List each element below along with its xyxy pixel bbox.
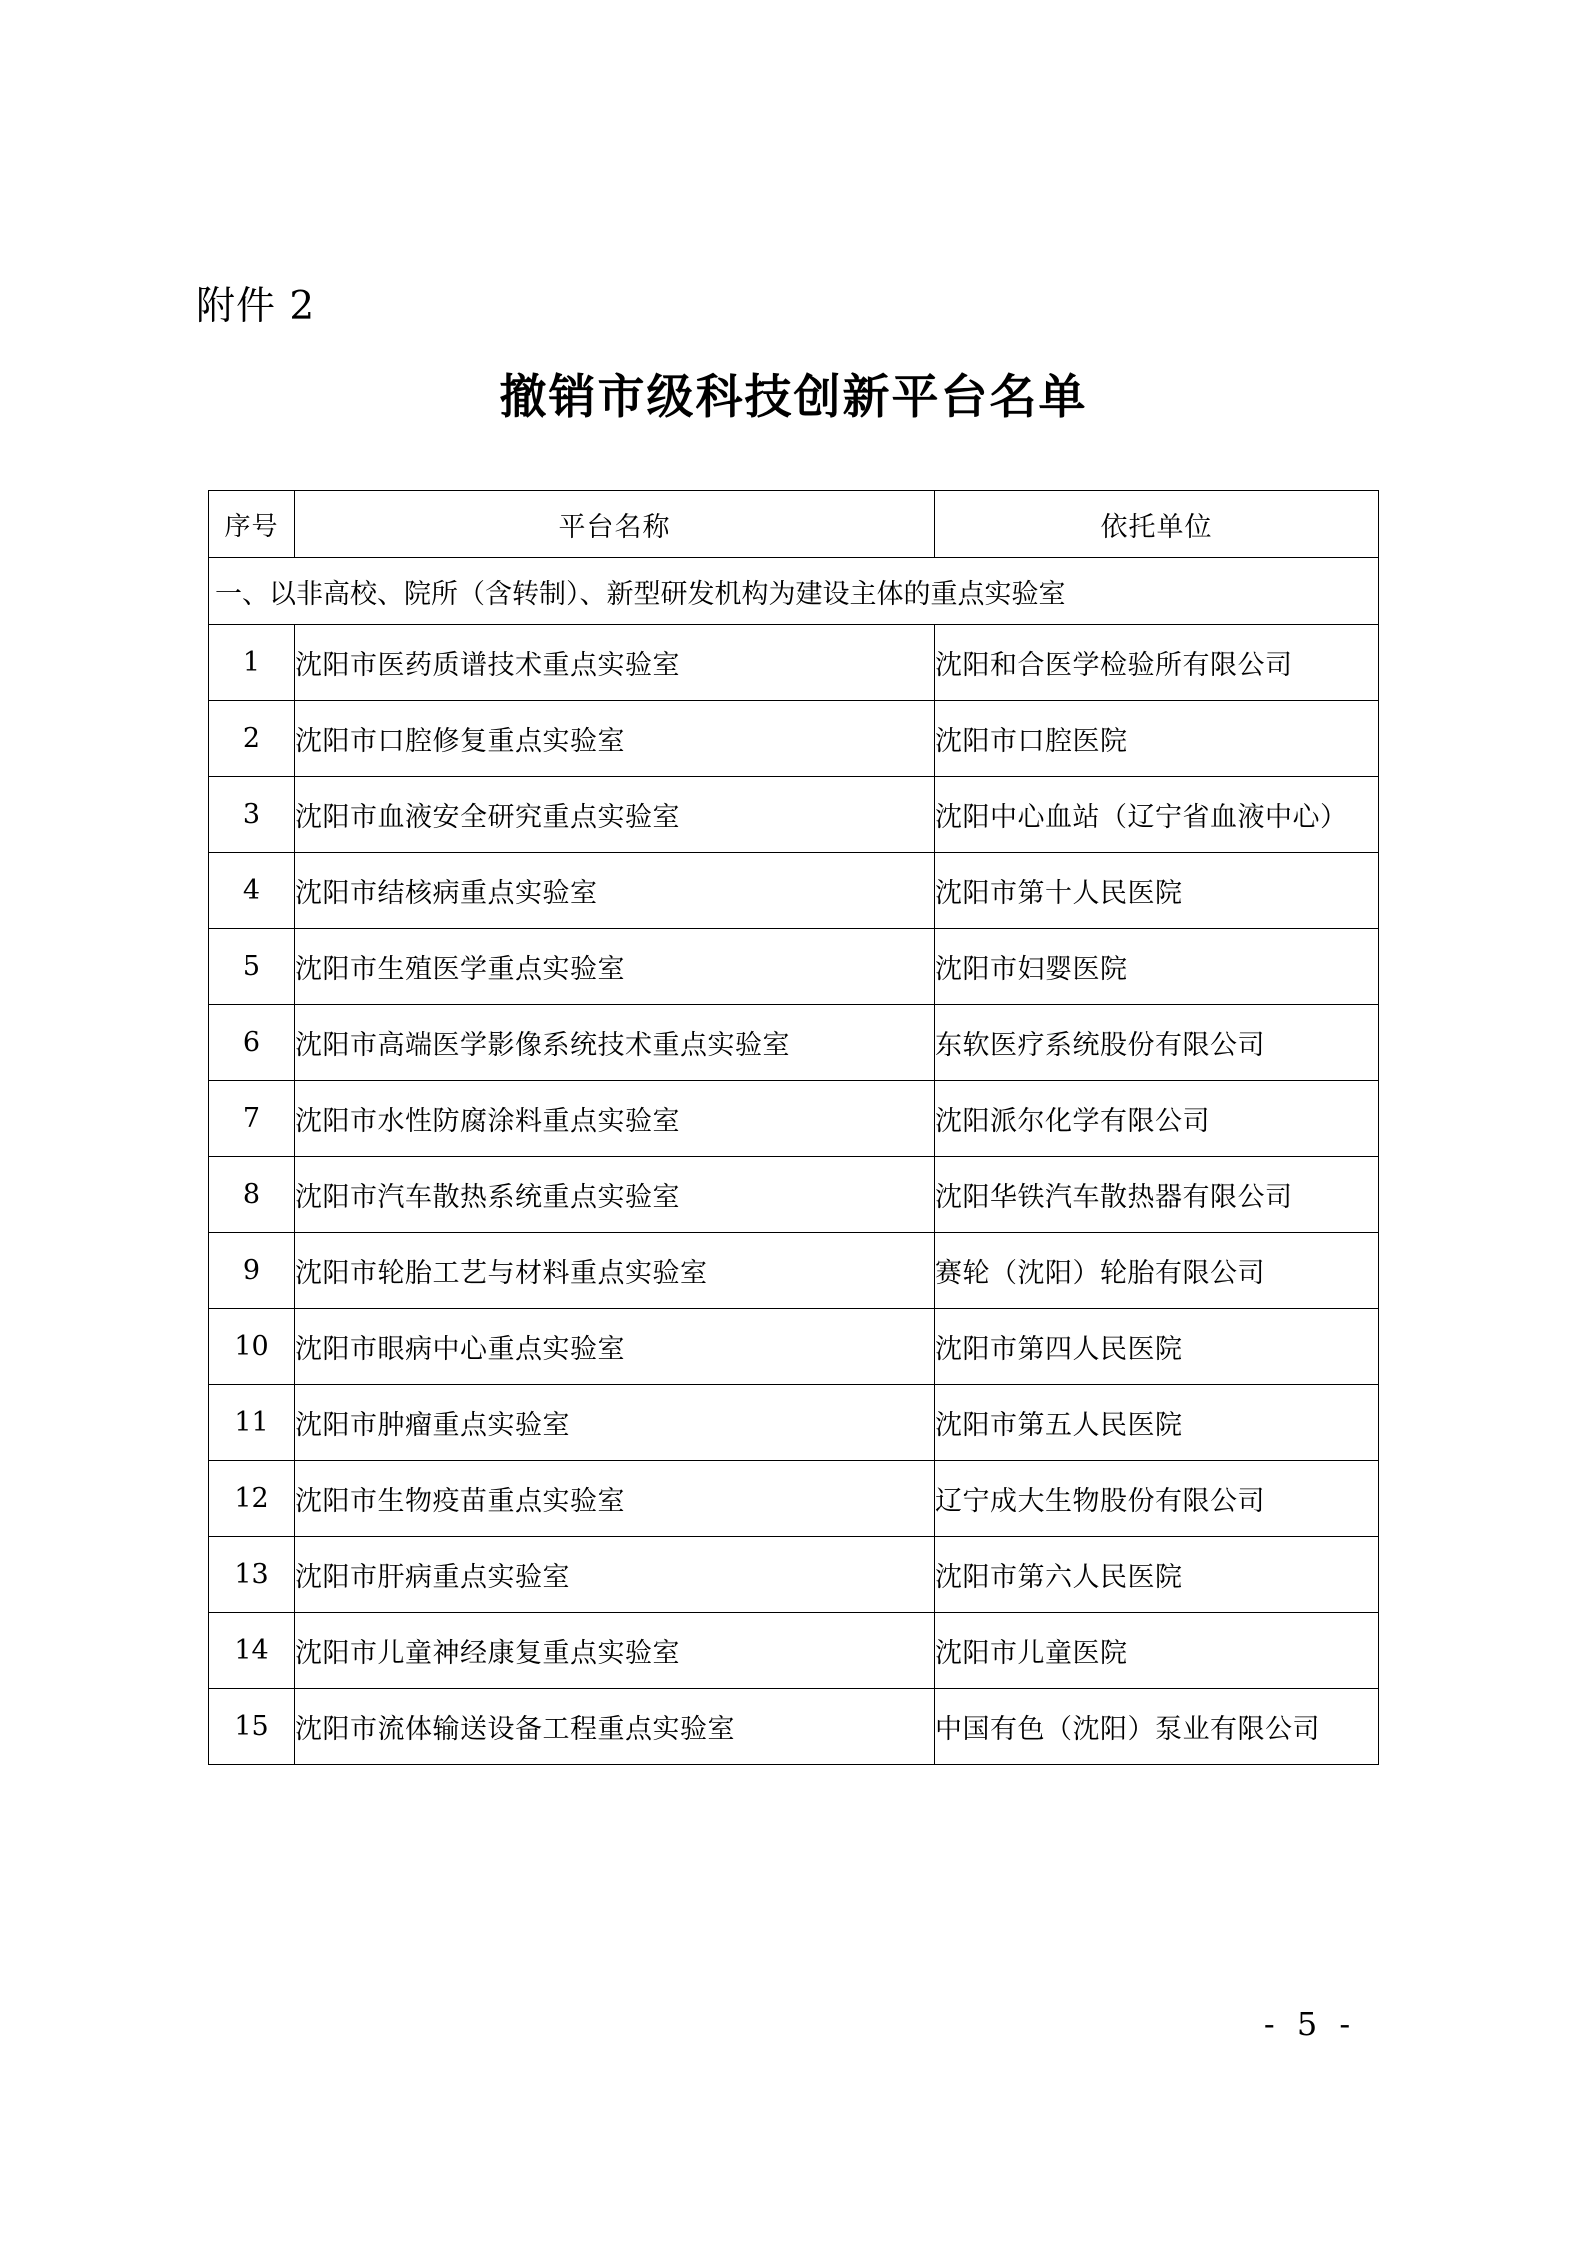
column-header-host-unit: 依托单位 xyxy=(935,491,1379,558)
table-row xyxy=(209,777,1379,853)
cell-platform-name: 沈阳市生殖医学重点实验室 xyxy=(295,929,935,1005)
cell-host-unit: 沈阳派尔化学有限公司 xyxy=(935,1081,1379,1157)
column-header-index: 序号 xyxy=(209,491,295,558)
cell-index: 14 xyxy=(209,1613,295,1689)
cell-platform-name: 沈阳市结核病重点实验室 xyxy=(295,853,935,929)
page-title: 撤销市级科技创新平台名单 xyxy=(499,370,1088,425)
table-row xyxy=(209,701,1379,777)
table-row xyxy=(209,1309,1379,1385)
cell-index: 1 xyxy=(209,625,295,701)
cell-host-unit: 沈阳市口腔医院 xyxy=(935,701,1379,777)
table-row xyxy=(209,1005,1379,1081)
cell-platform-name: 沈阳市肝病重点实验室 xyxy=(295,1537,935,1613)
cell-index: 12 xyxy=(209,1461,295,1537)
cell-platform-name: 沈阳市水性防腐涂料重点实验室 xyxy=(295,1081,935,1157)
cell-index: 11 xyxy=(209,1385,295,1461)
cell-index: 7 xyxy=(209,1081,295,1157)
cell-host-unit: 沈阳市妇婴医院 xyxy=(935,929,1379,1005)
cell-index: 15 xyxy=(209,1689,295,1765)
section-header-row xyxy=(209,558,1379,625)
cell-index: 5 xyxy=(209,929,295,1005)
table-header-row xyxy=(209,491,1379,558)
table-row xyxy=(209,1461,1379,1537)
table-row xyxy=(209,1081,1379,1157)
cell-host-unit: 沈阳市第十人民医院 xyxy=(935,853,1379,929)
cell-platform-name: 沈阳市生物疫苗重点实验室 xyxy=(295,1461,935,1537)
cell-platform-name: 沈阳市儿童神经康复重点实验室 xyxy=(295,1613,935,1689)
cell-platform-name: 沈阳市眼病中心重点实验室 xyxy=(295,1309,935,1385)
table-row xyxy=(209,1537,1379,1613)
table-row xyxy=(209,1689,1379,1765)
page-number: - 5 - xyxy=(1263,2005,1357,2043)
platform-table-container xyxy=(208,490,1378,1765)
cell-host-unit: 沈阳市第六人民医院 xyxy=(935,1537,1379,1613)
cell-platform-name: 沈阳市血液安全研究重点实验室 xyxy=(295,777,935,853)
cell-host-unit: 赛轮（沈阳）轮胎有限公司 xyxy=(935,1233,1379,1309)
cell-host-unit: 沈阳和合医学检验所有限公司 xyxy=(935,625,1379,701)
cell-index: 6 xyxy=(209,1005,295,1081)
cell-index: 13 xyxy=(209,1537,295,1613)
table-row xyxy=(209,625,1379,701)
cell-index: 3 xyxy=(209,777,295,853)
cell-host-unit: 沈阳市第五人民医院 xyxy=(935,1385,1379,1461)
cell-platform-name: 沈阳市流体输送设备工程重点实验室 xyxy=(295,1689,935,1765)
column-header-platform-name: 平台名称 xyxy=(295,491,935,558)
cell-platform-name: 沈阳市轮胎工艺与材料重点实验室 xyxy=(295,1233,935,1309)
cell-index: 10 xyxy=(209,1309,295,1385)
cell-host-unit: 沈阳华铁汽车散热器有限公司 xyxy=(935,1157,1379,1233)
cell-host-unit: 中国有色（沈阳）泵业有限公司 xyxy=(935,1689,1379,1765)
table-row xyxy=(209,929,1379,1005)
cell-host-unit: 沈阳市第四人民医院 xyxy=(935,1309,1379,1385)
cell-platform-name: 沈阳市口腔修复重点实验室 xyxy=(295,701,935,777)
cell-platform-name: 沈阳市医药质谱技术重点实验室 xyxy=(295,625,935,701)
cell-platform-name: 沈阳市汽车散热系统重点实验室 xyxy=(295,1157,935,1233)
cell-index: 4 xyxy=(209,853,295,929)
cell-host-unit: 沈阳市儿童医院 xyxy=(935,1613,1379,1689)
cell-host-unit: 辽宁成大生物股份有限公司 xyxy=(935,1461,1379,1537)
cell-index: 2 xyxy=(209,701,295,777)
cell-host-unit: 沈阳中心血站（辽宁省血液中心） xyxy=(935,777,1379,853)
attachment-label: 附件 2 xyxy=(196,284,316,329)
table-row xyxy=(209,1385,1379,1461)
table-row xyxy=(209,853,1379,929)
cell-index: 8 xyxy=(209,1157,295,1233)
cell-platform-name: 沈阳市高端医学影像系统技术重点实验室 xyxy=(295,1005,935,1081)
table-row xyxy=(209,1613,1379,1689)
cell-index: 9 xyxy=(209,1233,295,1309)
cell-platform-name: 沈阳市肿瘤重点实验室 xyxy=(295,1385,935,1461)
table-row xyxy=(209,1233,1379,1309)
table-row xyxy=(209,1157,1379,1233)
cell-host-unit: 东软医疗系统股份有限公司 xyxy=(935,1005,1379,1081)
platform-listing-table xyxy=(208,490,1379,1765)
section-title: 一、以非高校、院所（含转制）、新型研发机构为建设主体的重点实验室 xyxy=(209,558,1379,625)
